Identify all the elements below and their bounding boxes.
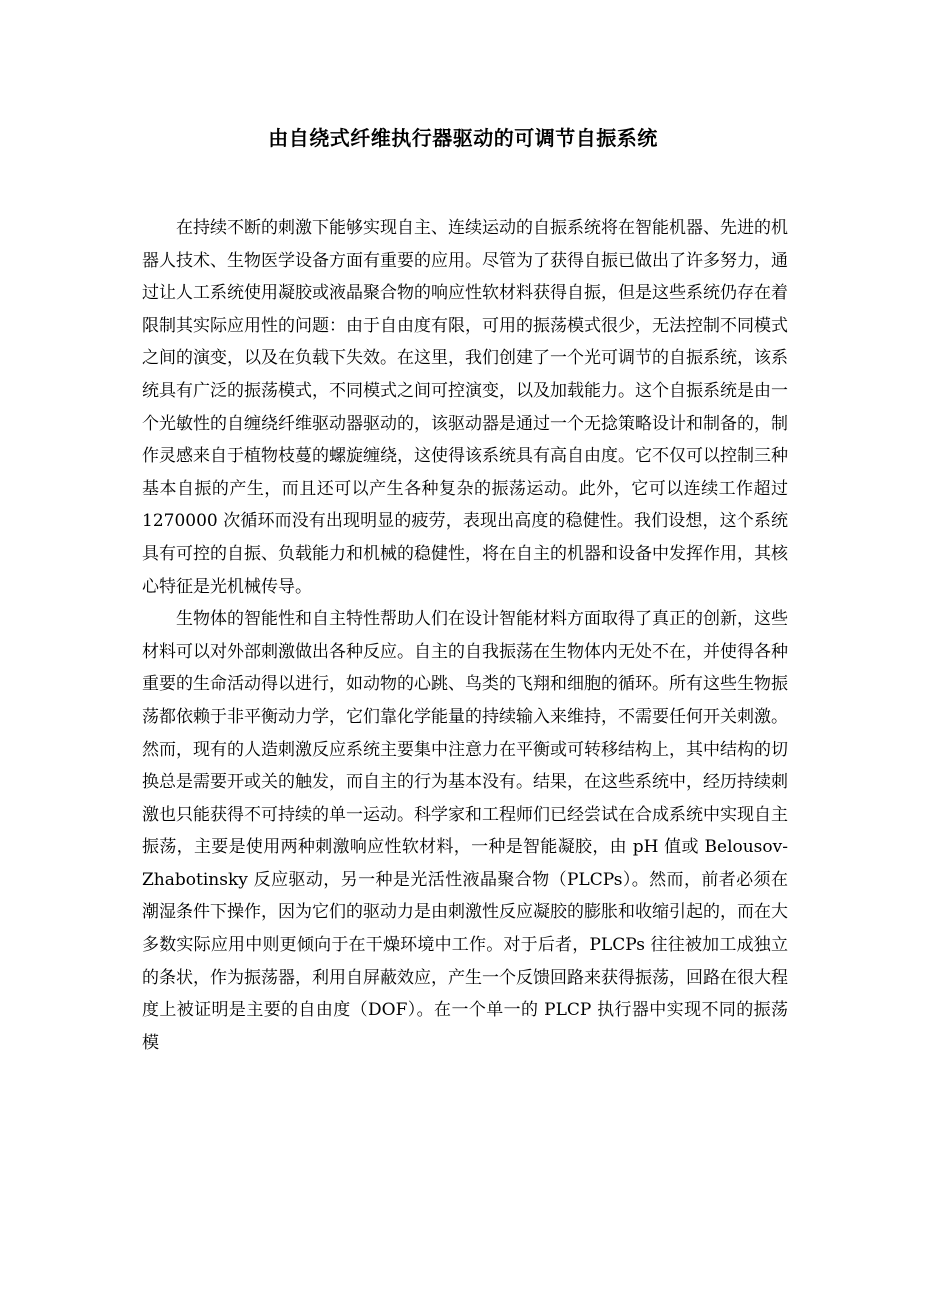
paragraph-2: 生物体的智能性和自主特性帮助人们在设计智能材料方面取得了真正的创新，这些材料可以对外部刺激做出各种反应。自主的自我振荡在生物体内无处不在，并使得各种重要的生命活动得以进行，如动物的心跳、鸟类的飞翔和细胞的循环。所有这些生物振荡都依赖于非平衡动力学，它们靠化学能量的持续输入来维持，不需要任何开关刺激。然而，现有的人造刺激反应系统主要集中注意力在平衡或可转移结构上，其中结构的切换总是需要开或关的触发，而自主的行为基本没有。结果，在这些系统中，经历持续刺激也只能获得不可持续的单一运动。科学家和工程师们已经尝试在合成系统中实现自主振荡，主要是使用两种刺激响应性软材料，一种是智能凝胶，由 pH 值或 Belousov-Zhabotinsky 反应驱动，另一种是光活性液晶聚合物（PLCPs）。然而，前者必须在潮湿条件下操作，因为它们的驱动力是由刺激性反应凝胶的膨胀和收缩引起的，而在大多数实际应用中则更倾向于在干燥环境中工作。对于后者，PLCPs 往往被加工成独立的条状，作为振荡器，利用自屏蔽效应，产生一个反馈回路来获得振荡，回路在很大程度上被证明是主要的自由度（DOF）。在一个单一的 PLCP 执行器中实现不同的振荡模 bbox=[142, 609, 788, 1053]
document-title: 由自绕式纤维执行器驱动的可调节自振系统 bbox=[268, 126, 658, 150]
document-body bbox=[142, 212, 788, 1059]
paragraph-1: 在持续不断的刺激下能够实现自主、连续运动的自振系统将在智能机器、先进的机器人技术、生物医学设备方面有重要的应用。尽管为了获得自振已做出了许多努力，通过让人工系统使用凝胶或液晶聚合物的响应性软材料获得自振，但是这些系统仍存在着限制其实际应用性的问题：由于自由度有限，可用的振荡模式很少，无法控制不同模式之间的演变，以及在负载下失效。在这里，我们创建了一个光可调节的自振系统，该系统具有广泛的振荡模式，不同模式之间可控演变，以及加载能力。这个自振系统是由一个光敏性的自缠绕纤维驱动器驱动的，该驱动器是通过一个无捻策略设计和制备的，制作灵感来自于植物枝蔓的螺旋缠绕，这使得该系统具有高自由度。它不仅可以控制三种基本自振的产生，而且还可以产生各种复杂的振荡运动。此外，它可以连续工作超过 1270000 次循环而没有出现明显的疲劳，表现出高度的稳健性。我们设想，这个系统具有可控的自振、负载能力和机械的稳健性，将在自主的机器和设备中发挥作用，其核心特征是光机械传导。 bbox=[142, 218, 788, 597]
